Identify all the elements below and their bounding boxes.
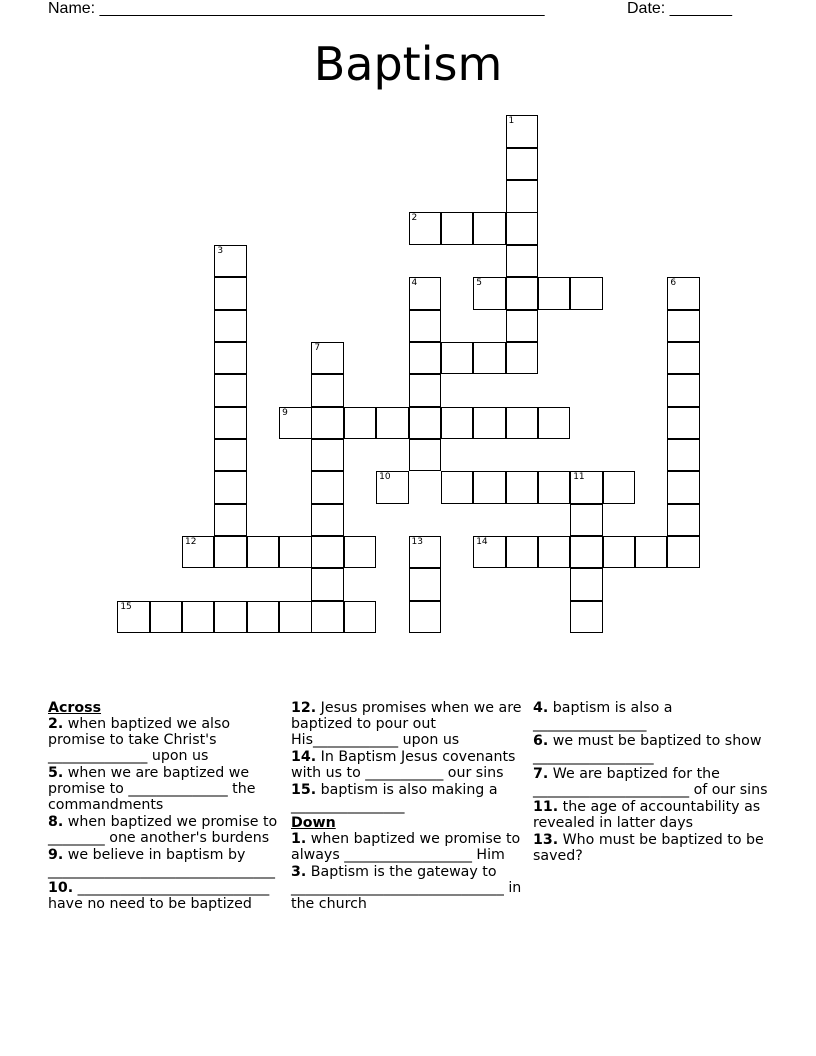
grid-cell[interactable] (506, 407, 538, 439)
clue-text: when baptized we promise to always __________________ Him (291, 831, 521, 863)
clue-number: 7. (533, 766, 549, 782)
clue-number: 12. (291, 700, 317, 716)
clue-text: ___________________________ have no need to be baptized (48, 880, 270, 912)
grid-cell[interactable] (635, 536, 667, 568)
clues-column-3 (533, 700, 769, 865)
grid-cell[interactable] (570, 568, 602, 600)
grid-cell[interactable] (538, 277, 570, 309)
clue-text: baptism is also making a ________________ (291, 782, 498, 814)
grid-cell[interactable] (506, 245, 538, 277)
clue-number: 2. (48, 716, 64, 732)
grid-cell[interactable] (667, 407, 699, 439)
clue-text: we believe in baptism by ________________________________ (48, 847, 275, 879)
grid-cell[interactable] (506, 342, 538, 374)
clue-number: 4. (533, 700, 549, 716)
clue-text: We are baptized for the ______________________ of our sins (533, 766, 768, 798)
grid-cell[interactable] (214, 277, 246, 309)
grid-cell[interactable] (311, 374, 343, 406)
cell-number: 14 (476, 536, 488, 547)
clue-text: when baptized we promise to ________ one another's burdens (48, 814, 278, 846)
grid-cell[interactable] (667, 342, 699, 374)
grid-cell[interactable] (214, 536, 246, 568)
cell-number: 13 (411, 536, 423, 547)
grid-cell[interactable] (603, 536, 635, 568)
clue-across-10 (48, 880, 284, 912)
clue-down-1 (291, 831, 527, 863)
clue-across-9 (48, 847, 284, 879)
clue-number: 8. (48, 814, 64, 830)
grid-cell[interactable] (441, 407, 473, 439)
cell-number: 1 (508, 116, 515, 127)
clue-down-13 (533, 832, 769, 864)
grid-cell[interactable] (667, 310, 699, 342)
grid-cell[interactable] (117, 601, 149, 633)
grid-cell[interactable] (506, 148, 538, 180)
grid-cell[interactable] (247, 536, 279, 568)
clue-across-8 (48, 814, 284, 846)
clue-down-3 (291, 864, 527, 912)
grid-cell[interactable] (214, 310, 246, 342)
grid-cell[interactable] (279, 601, 311, 633)
grid-cell[interactable] (667, 439, 699, 471)
grid-cell[interactable] (214, 245, 246, 277)
grid-cell[interactable] (570, 471, 602, 503)
grid-cell[interactable] (409, 374, 441, 406)
clue-number: 6. (533, 733, 549, 749)
clue-text: we must be baptized to show _________________ (533, 733, 762, 765)
grid-cell[interactable] (214, 601, 246, 633)
grid-cell[interactable] (409, 212, 441, 244)
grid-cell[interactable] (473, 212, 505, 244)
cell-number: 10 (379, 472, 391, 483)
grid-cell[interactable] (279, 407, 311, 439)
grid-cell[interactable] (570, 277, 602, 309)
grid-cell[interactable] (409, 407, 441, 439)
clue-number: 13. (533, 832, 559, 848)
grid-cell[interactable] (538, 536, 570, 568)
clue-across-2 (48, 716, 284, 764)
grid-cell[interactable] (506, 180, 538, 212)
grid-cell[interactable] (570, 504, 602, 536)
grid-cell[interactable] (473, 277, 505, 309)
grid-cell[interactable] (344, 536, 376, 568)
clue-down-7 (533, 766, 769, 798)
cell-number: 12 (185, 536, 197, 547)
clue-text: the age of accountability as revealed in latter days (533, 799, 761, 831)
cell-number: 5 (476, 278, 482, 289)
clue-across-15 (291, 782, 527, 814)
grid-cell[interactable] (570, 601, 602, 633)
grid-cell[interactable] (214, 407, 246, 439)
grid-cell[interactable] (311, 439, 343, 471)
grid-cell[interactable] (473, 536, 505, 568)
clues-column-1 (48, 700, 284, 913)
grid-cell[interactable] (409, 342, 441, 374)
grid-cell[interactable] (214, 342, 246, 374)
clue-text: Jesus promises when we are baptized to pour out His____________ upon us (291, 700, 522, 748)
cell-number: 11 (573, 472, 585, 483)
grid-cell[interactable] (473, 407, 505, 439)
grid-cell[interactable] (376, 407, 408, 439)
name-blank[interactable]: __________________________________________________ (99, 0, 545, 17)
clue-number: 14. (291, 749, 317, 765)
grid-cell[interactable] (344, 407, 376, 439)
page-title: Baptism (313, 37, 503, 91)
grid-cell[interactable] (409, 277, 441, 309)
clue-text: In Baptism Jesus covenants with us to ___________ our sins (291, 749, 516, 781)
grid-cell[interactable] (409, 310, 441, 342)
grid-cell[interactable] (506, 277, 538, 309)
grid-cell[interactable] (538, 407, 570, 439)
grid-cell[interactable] (441, 212, 473, 244)
grid-cell[interactable] (667, 471, 699, 503)
grid-cell[interactable] (311, 601, 343, 633)
cell-number: 2 (411, 213, 418, 224)
clue-text: Who must be baptized to be saved? (533, 832, 764, 864)
clue-down-4 (533, 700, 769, 732)
grid-cell[interactable] (506, 115, 538, 147)
clue-number: 5. (48, 765, 64, 781)
clue-number: 1. (291, 831, 307, 847)
clues-column-2 (291, 700, 527, 913)
grid-cell[interactable] (182, 536, 214, 568)
clue-text: when baptized we also promise to take Christ's ______________ upon us (48, 716, 231, 764)
grid-cell[interactable] (150, 601, 182, 633)
clue-number: 11. (533, 799, 559, 815)
cell-number: 4 (411, 278, 418, 289)
date-label: Date: (627, 0, 666, 17)
grid-cell[interactable] (214, 439, 246, 471)
clue-number: 10. (48, 880, 74, 896)
grid-cell[interactable] (311, 536, 343, 568)
date-blank[interactable]: _______ (669, 0, 732, 17)
clue-across-12 (291, 700, 527, 748)
grid-cell[interactable] (538, 471, 570, 503)
clue-text: Baptism is the gateway to ______________________________ in the church (291, 864, 522, 912)
grid-cell[interactable] (409, 439, 441, 471)
down-heading: Down (291, 815, 336, 831)
grid-cell[interactable] (214, 374, 246, 406)
clue-number: 9. (48, 847, 64, 863)
grid-cell[interactable] (409, 601, 441, 633)
clue-text: baptism is also a ________________ (533, 700, 673, 732)
grid-cell[interactable] (279, 536, 311, 568)
clue-down-11 (533, 799, 769, 831)
grid-cell[interactable] (409, 568, 441, 600)
grid-cell[interactable] (214, 471, 246, 503)
grid-cell[interactable] (667, 277, 699, 309)
across-heading: Across (48, 700, 102, 716)
clue-across-14 (291, 749, 527, 781)
grid-cell[interactable] (473, 342, 505, 374)
grid-cell[interactable] (311, 568, 343, 600)
grid-cell[interactable] (409, 536, 441, 568)
grid-cell[interactable] (311, 342, 343, 374)
clue-across-5 (48, 765, 284, 813)
grid-cell[interactable] (667, 536, 699, 568)
grid-cell[interactable] (667, 504, 699, 536)
cell-number: 9 (282, 407, 288, 418)
grid-cell[interactable] (506, 212, 538, 244)
cell-number: 3 (217, 245, 224, 256)
clue-number: 15. (291, 782, 317, 798)
grid-cell[interactable] (376, 471, 408, 503)
grid-cell[interactable] (182, 601, 214, 633)
clue-number: 3. (291, 864, 307, 880)
grid-cell[interactable] (441, 342, 473, 374)
cell-number: 7 (314, 342, 321, 353)
grid-cell[interactable] (311, 471, 343, 503)
grid-cell[interactable] (506, 536, 538, 568)
grid-cell[interactable] (667, 374, 699, 406)
grid-cell[interactable] (603, 471, 635, 503)
clue-text: when we are baptized we promise to ______________ the commandments (48, 765, 256, 813)
clue-down-6 (533, 733, 769, 765)
name-label: Name: (48, 0, 96, 17)
grid-cell[interactable] (473, 471, 505, 503)
grid-cell[interactable] (344, 601, 376, 633)
grid-cell[interactable] (570, 536, 602, 568)
grid-cell[interactable] (311, 504, 343, 536)
grid-cell[interactable] (441, 471, 473, 503)
grid-cell[interactable] (506, 471, 538, 503)
grid-cell[interactable] (247, 601, 279, 633)
grid-cell[interactable] (214, 504, 246, 536)
cell-number: 15 (120, 601, 132, 612)
grid-cell[interactable] (311, 407, 343, 439)
grid-cell[interactable] (506, 310, 538, 342)
cell-number: 6 (670, 278, 677, 289)
